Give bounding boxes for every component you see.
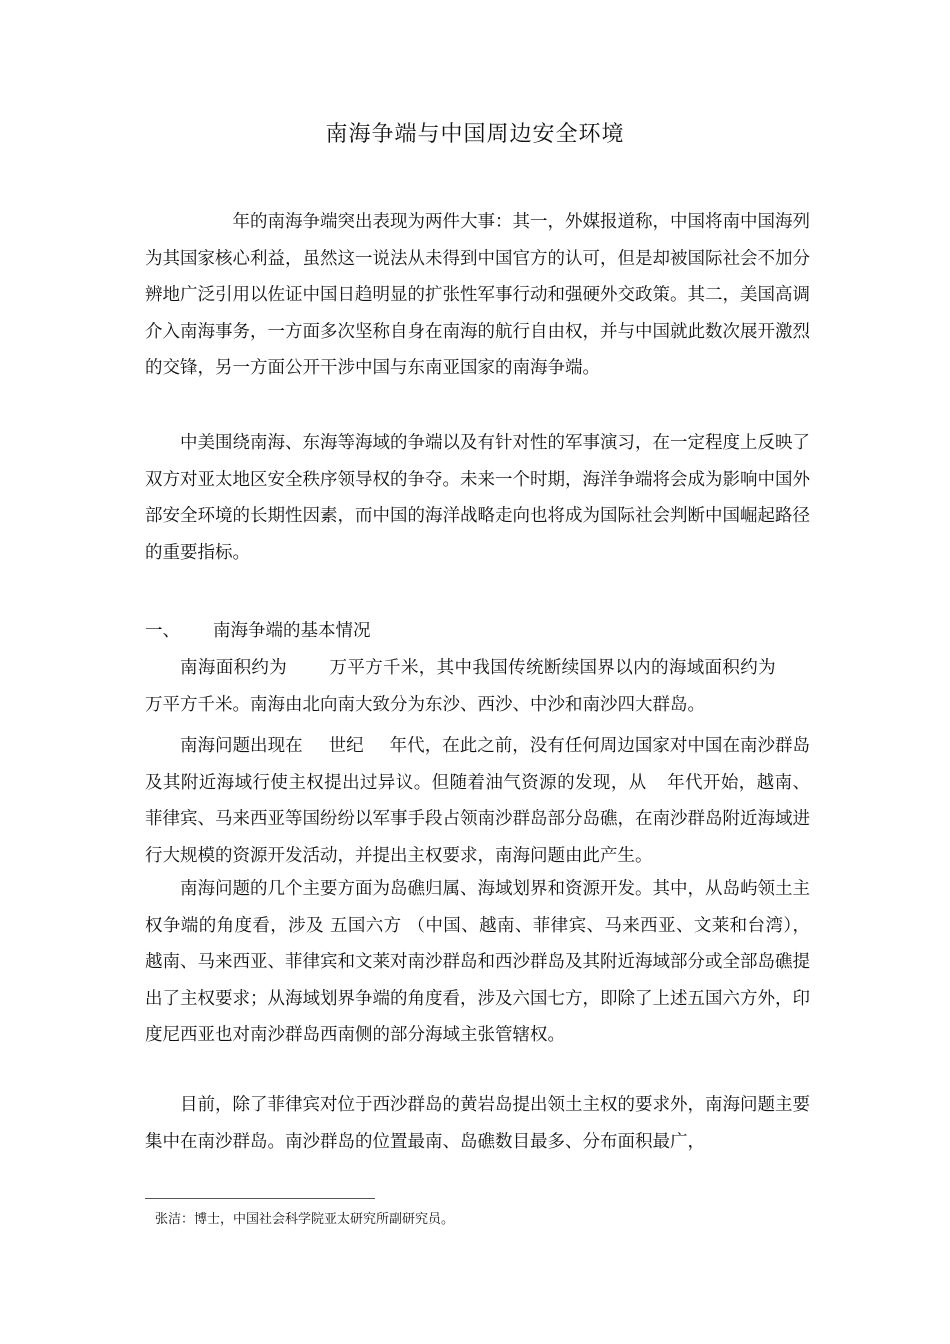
paragraph-3-text — [145, 650, 810, 723]
paragraph-4-part-d: 年代开始，越南、菲律宾、马来西亚等国纷纷以军事手段占领南沙群岛部分岛礁，在南沙群岛附近海域进行大规模的资源开发活动，并提出主权要求，南海问题由此产生。 — [145, 772, 811, 866]
paragraph-3 — [145, 650, 810, 723]
footnote: 张洁：博士，中国社会科学院亚太研究所副研究员。 — [155, 1212, 455, 1227]
paragraph-3-part-c: 万平方千米。南海由北向南大致分为东沙、西沙、中沙和南沙四大群岛。 — [145, 694, 705, 715]
paragraph-4-text — [145, 728, 810, 874]
section-title: 南海争端的基本情况 — [213, 621, 371, 641]
document-title: 南海争端与中国周边安全环境 — [325, 122, 625, 147]
paragraph-4-part-a: 南海问题出现在 — [180, 736, 303, 756]
paragraph-1 — [145, 204, 810, 387]
paragraph-3-part-a: 南海面积约为 — [180, 658, 288, 678]
paragraph-4 — [145, 728, 810, 874]
paragraph-2-text: 中美围绕南海、东海等海域的争端以及有针对性的军事演习，在一定程度上反映了双方对亚太地区安全秩序领导权的争夺。未来一个时期，海洋争端将会成为影响中国外部安全环境的长期性因素，而中国的海洋战略走向也将成为国际社会判断中国崛起路径的重要指标。 — [145, 433, 810, 563]
paragraph-5 — [145, 871, 810, 1054]
footnote-divider — [145, 1198, 375, 1199]
paragraph-3-part-b: 万平方千米，其中我国传统断续国界以内的海域面积约为 — [329, 658, 776, 678]
section-number: 一、 — [145, 621, 180, 641]
paragraph-4-part-c: 年代，在此之前，没有任何周边国家对中国在南沙群岛及其附近海域行使主权提出过异议。但随着油气资源的发现，从 — [145, 736, 811, 793]
paragraph-1-text: 年的南海争端突出表现为两件大事：其一，外媒报道称，中国将南中国海列为其国家核心利益，虽然这一说法从未得到中国官方的认可，但是却被国际社会不加分辨地广泛引用以佐证中国日趋明显的扩张性军事行动和强硬外交政策。其二，美国高调介入南海事务，一方面多次坚称自身在南海的航行自由权，并与中国就此数次展开激烈的交锋，另一方面公开干涉中国与东南亚国家的南海争端。 — [145, 212, 810, 379]
paragraph-4-part-b: 世纪 — [328, 736, 364, 756]
paragraph-2 — [145, 425, 810, 571]
paragraph-5-text: 南海问题的几个主要方面为岛礁归属、海域划界和资源开发。其中，从岛屿领土主权争端的角度看，涉及 五国六方 （中国、越南、菲律宾、马来西亚、文莱和台湾），越南、马来西亚、菲律宾和文莱对南沙群岛和西沙群岛及其附近海域部分或全部岛礁提出了主权要求；从海域划界争端的角度看，涉及六国七方，即除了上述五国六方外，印度尼西亚也对南沙群岛西南侧的部分海域主张管辖权。 — [145, 879, 810, 1046]
paragraph-6-text: 目前，除了菲律宾对位于西沙群岛的黄岩岛提出领土主权的要求外，南海问题主要集中在南沙群岛。南沙群岛的位置最南、岛礁数目最多、分布面积最广， — [145, 1095, 810, 1152]
section-heading — [145, 616, 371, 646]
paragraph-6 — [145, 1087, 810, 1160]
